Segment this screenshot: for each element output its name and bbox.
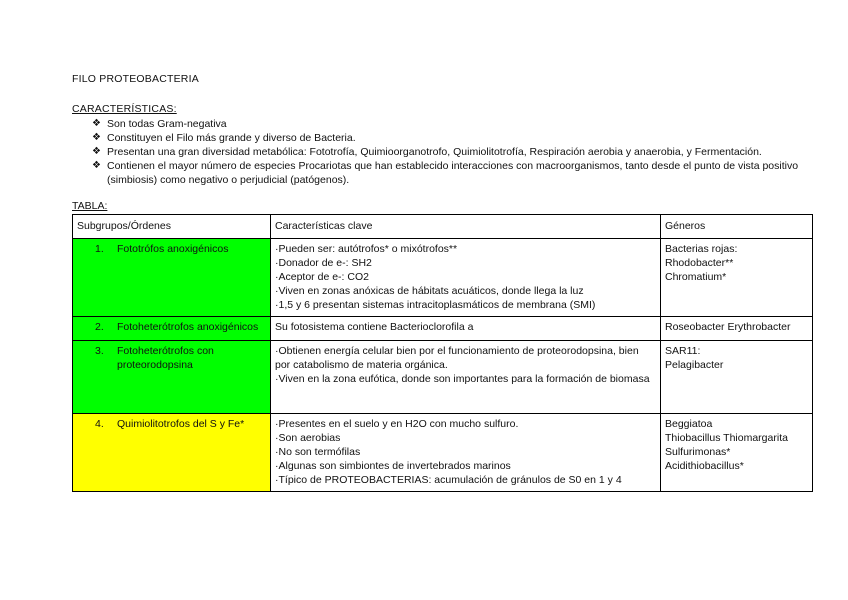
table-row [73, 341, 813, 414]
subgroup-cell [73, 341, 271, 414]
features-cell [271, 414, 661, 492]
diamond-bullet-icon: ❖ [92, 118, 101, 129]
features-cell [271, 341, 661, 414]
subgroup-cell [73, 239, 271, 317]
table-header-row [73, 215, 813, 239]
table-heading: TABLA: [72, 200, 108, 212]
feature-line: ·Presentes en el suelo y en H2O con mucho sulfuro. [275, 418, 519, 430]
document-title: FILO PROTEOBACTERIA [72, 73, 199, 85]
list-item-text: Son todas Gram-negativa [107, 118, 227, 130]
genera-cell [661, 341, 813, 414]
subgroup-number: 4. [95, 418, 104, 430]
feature-line: Su fotosistema contiene Bacterioclorofila a [275, 321, 474, 333]
genus-line: Roseobacter Erythrobacter [665, 321, 791, 333]
subgroup-number: 3. [95, 345, 104, 357]
subgroup-name: Fototrófos anoxigénicos [117, 243, 229, 255]
proteobacteria-table [72, 214, 813, 492]
subgroup-cell [73, 414, 271, 492]
list-item [72, 131, 812, 145]
genus-line: Sulfurimonas* [665, 446, 731, 458]
list-item-text: Contienen el mayor número de especies Procariotas que han establecido interacciones con macroorganismos, tanto desde el punto de vista positivo (simbiosis) como negativo o perjudicial (patógenos). [107, 160, 799, 186]
feature-line: ·Donador de e-: SH2 [275, 257, 372, 269]
subgroup-name: Fotoheterótrofos con proteorodopsina [117, 345, 214, 371]
subgroup-name: Quimiolitotrofos del S y Fe* [117, 418, 245, 430]
column-header-features: Características clave [271, 215, 661, 239]
features-cell [271, 239, 661, 317]
list-item-text: Constituyen el Filo más grande y diverso de Bacteria. [107, 132, 356, 144]
feature-line: ·No son termófilas [275, 446, 361, 458]
feature-line: ·Pueden ser: autótrofos* o mixótrofos** [275, 243, 458, 255]
list-item [72, 159, 812, 187]
list-item [72, 145, 812, 159]
feature-line: ·Viven en la zona eufótica, donde son importantes para la formación de biomasa [275, 373, 650, 385]
subgroup-name: Fotoheterótrofos anoxigénicos [117, 321, 259, 333]
feature-line: ·Son aerobias [275, 432, 341, 444]
diamond-bullet-icon: ❖ [92, 160, 101, 171]
feature-line: ·Obtienen energía celular bien por el funcionamiento de proteorodopsina, bien por catabolismo de materia orgánica. [275, 345, 639, 371]
document-page [72, 72, 812, 492]
genus-line: Chromatium* [665, 271, 727, 283]
column-header-subgroups: Subgrupos/Órdenes [73, 215, 271, 239]
genus-line: Pelagibacter [665, 359, 724, 371]
list-item-text: Presentan una gran diversidad metabólica: Fototrofía, Quimioorganotrofo, Quimiolitotrofía, Respiración aerobia y anaerobia, y Fermentación. [107, 146, 762, 158]
genus-line: Bacterias rojas: [665, 243, 738, 255]
feature-line: ·1,5 y 6 presentan sistemas intracitoplasmáticos de membrana (SMI) [275, 299, 596, 311]
genus-line: SAR11: [665, 345, 701, 357]
feature-line: ·Viven en zonas anóxicas de hábitats acuáticos, donde llega la luz [275, 285, 584, 297]
subgroup-number: 2. [95, 321, 104, 333]
table-row [73, 414, 813, 492]
genus-line: Thiobacillus Thiomargarita [665, 432, 788, 444]
genera-cell [661, 239, 813, 317]
list-item [72, 117, 812, 131]
diamond-bullet-icon: ❖ [92, 146, 101, 157]
genera-cell [661, 414, 813, 492]
characteristics-heading: CARACTERÍSTICAS: [72, 103, 177, 115]
subgroup-number: 1. [95, 243, 104, 255]
genus-line: Acidithiobacillus* [665, 460, 744, 472]
diamond-bullet-icon: ❖ [92, 132, 101, 143]
column-header-genera: Géneros [661, 215, 813, 239]
table-row [73, 317, 813, 341]
characteristics-list [72, 117, 812, 187]
feature-line: ·Típico de PROTEOBACTERIAS: acumulación de gránulos de S0 en 1 y 4 [275, 474, 622, 486]
table-row [73, 239, 813, 317]
genus-line: Beggiatoa [665, 418, 713, 430]
subgroup-cell [73, 317, 271, 341]
feature-line: ·Algunas son simbiontes de invertebrados marinos [275, 460, 511, 472]
genera-cell [661, 317, 813, 341]
genus-line: Rhodobacter** [665, 257, 734, 269]
feature-line: ·Aceptor de e-: CO2 [275, 271, 369, 283]
features-cell [271, 317, 661, 341]
